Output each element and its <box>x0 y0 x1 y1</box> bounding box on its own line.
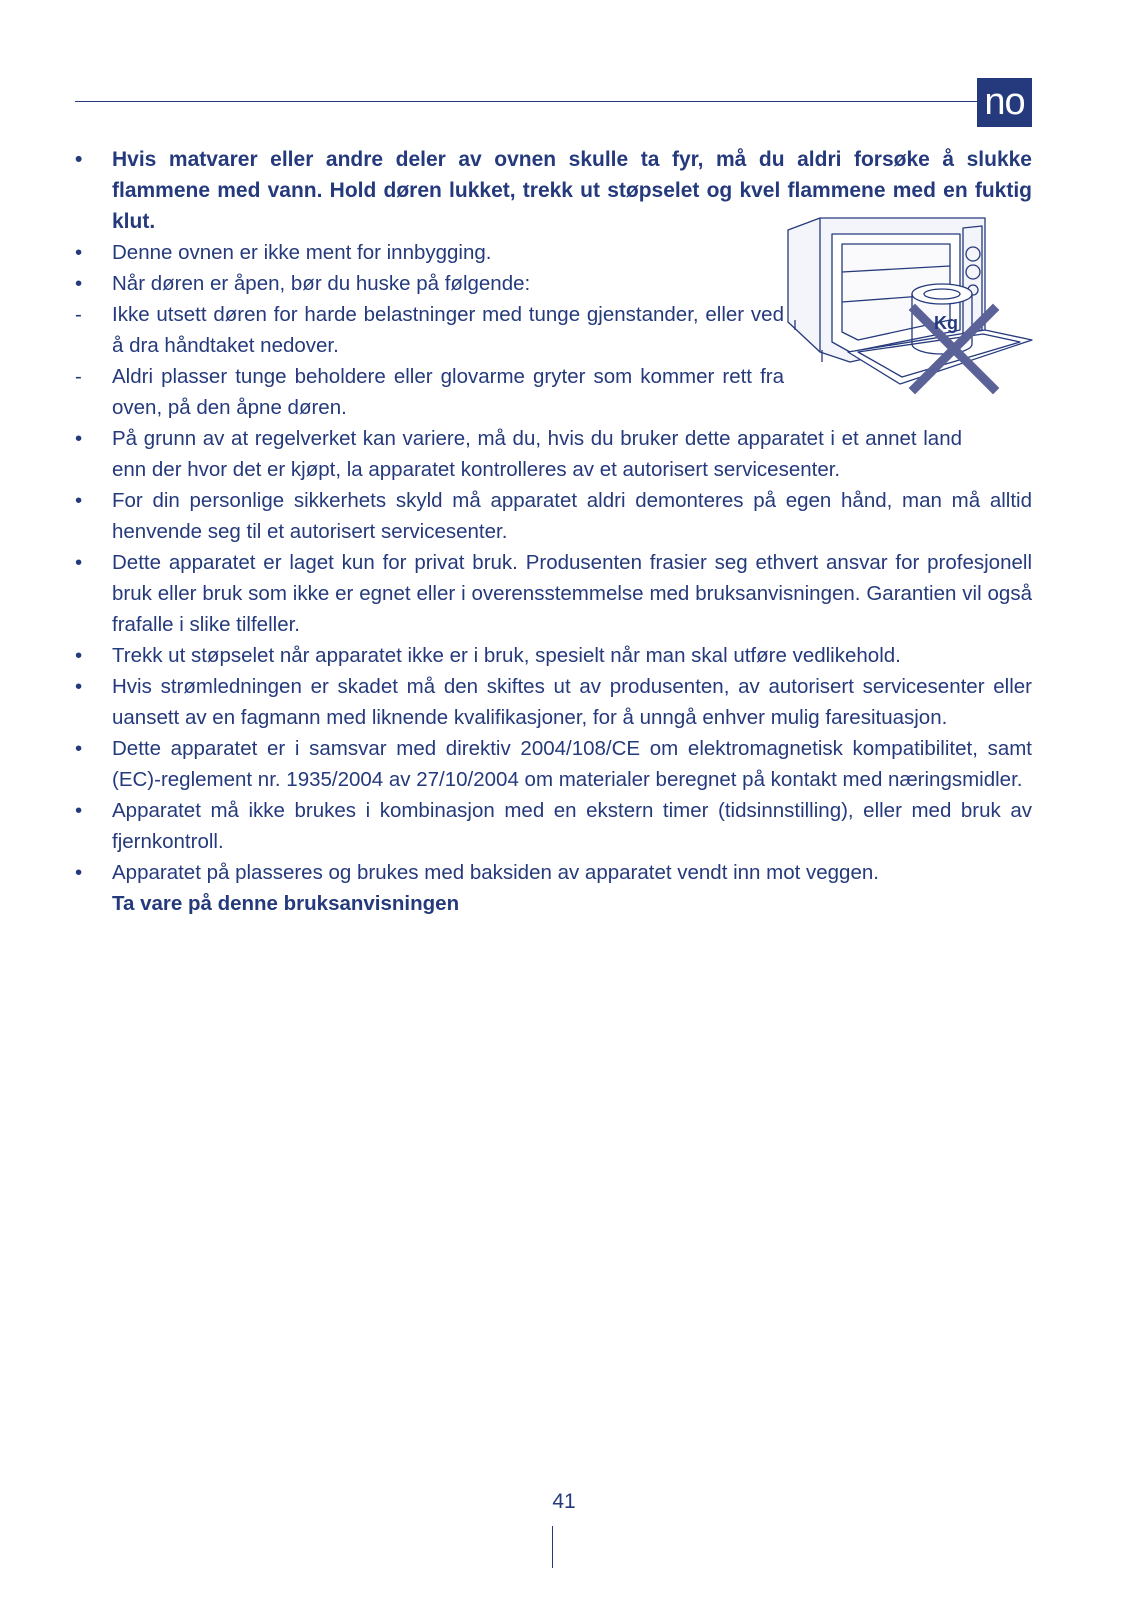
bullet-marker: • <box>75 799 83 822</box>
bullet-marker: • <box>75 551 83 574</box>
list-item-text: Ikke utsett døren for harde belastninger med tunge gjenstander, eller ved å dra håndtaket nedover. <box>112 303 784 357</box>
dash-marker: - <box>75 303 82 326</box>
list-item <box>72 299 784 361</box>
page-number-rule <box>552 1526 553 1568</box>
bullet-marker: • <box>75 148 83 171</box>
closing-heading: Ta vare på denne bruksanvisningen <box>112 892 460 915</box>
bullet-marker: • <box>75 427 83 450</box>
dash-marker: - <box>75 365 82 388</box>
header-rule <box>75 101 980 102</box>
list-item <box>72 640 1032 671</box>
bullet-marker: • <box>75 241 83 264</box>
list-item <box>72 485 1032 547</box>
bullet-marker: • <box>75 737 83 760</box>
language-badge: no <box>977 78 1032 127</box>
list-item-text: Trekk ut støpselet når apparatet ikke er i bruk, spesielt når man skal utføre vedlikehold. <box>112 644 901 667</box>
weight-label: Kg <box>934 313 958 333</box>
list-item <box>72 671 1032 733</box>
list-item-text: Apparatet må ikke brukes i kombinasjon med en ekstern timer (tidsinnstilling), eller med bruk av fjernkontroll. <box>112 799 1032 853</box>
oven-door-warning-illustration <box>780 212 1035 402</box>
list-item <box>72 268 784 299</box>
bullet-marker: • <box>75 644 83 667</box>
list-item-text: Denne ovnen er ikke ment for innbygging. <box>112 241 492 264</box>
list-item-text: Når døren er åpen, bør du huske på følgende: <box>112 272 531 295</box>
bullet-marker: • <box>75 489 83 512</box>
bullet-marker: • <box>75 272 83 295</box>
list-item-text: Hvis matvarer eller andre deler av ovnen skulle ta fyr, må du aldri forsøke å slukke flammene med vann. Hold døren lukket, trekk ut støpselet og kvel flammene med en fuktig klut. <box>112 148 1032 233</box>
bullet-marker: • <box>75 675 83 698</box>
list-item <box>72 733 1032 795</box>
list-item <box>72 423 962 485</box>
list-item-text: For din personlige sikkerhets skyld må apparatet aldri demonteres på egen hånd, man må alltid henvende seg til et autorisert servicesenter. <box>112 489 1032 543</box>
page-number: 41 <box>552 1490 576 1513</box>
list-item-text: Aldri plasser tunge beholdere eller glovarme gryter som kommer rett fra oven, på den åpne døren. <box>112 365 784 419</box>
list-item-text: Apparatet på plasseres og brukes med baksiden av apparatet vendt inn mot veggen. <box>112 861 879 884</box>
list-item <box>72 795 1032 857</box>
list-item-text: Dette apparatet er i samsvar med direktiv 2004/108/CE om elektromagnetisk kompatibilitet, samt (EC)-reglement nr. 1935/2004 av 27/10/2004 om materialer beregnet på kontakt med næringsmidler. <box>112 737 1032 791</box>
list-item <box>72 361 784 423</box>
bullet-marker: • <box>75 861 83 884</box>
list-item <box>72 547 1032 640</box>
list-item-text: Hvis strømledningen er skadet må den skiftes ut av produsenten, av autorisert servicesenter eller uansett av en fagmann med liknende kvalifikasjoner, for å unngå enhver mulig faresituasjon. <box>112 675 1032 729</box>
list-item <box>72 857 1032 888</box>
list-item-text: Dette apparatet er laget kun for privat bruk. Produsenten frasier seg ethvert ansvar for profesjonell bruk eller bruk som ikke er egnet eller i overensstemmelse med bruksanvisningen. Garantien vil også frafalle i slike tilfeller. <box>112 551 1032 636</box>
list-item-text: På grunn av at regelverket kan variere, må du, hvis du bruker dette apparatet i et annet land enn der hvor det er kjøpt, la apparatet kontrolleres av et autorisert servicesenter. <box>112 427 962 481</box>
